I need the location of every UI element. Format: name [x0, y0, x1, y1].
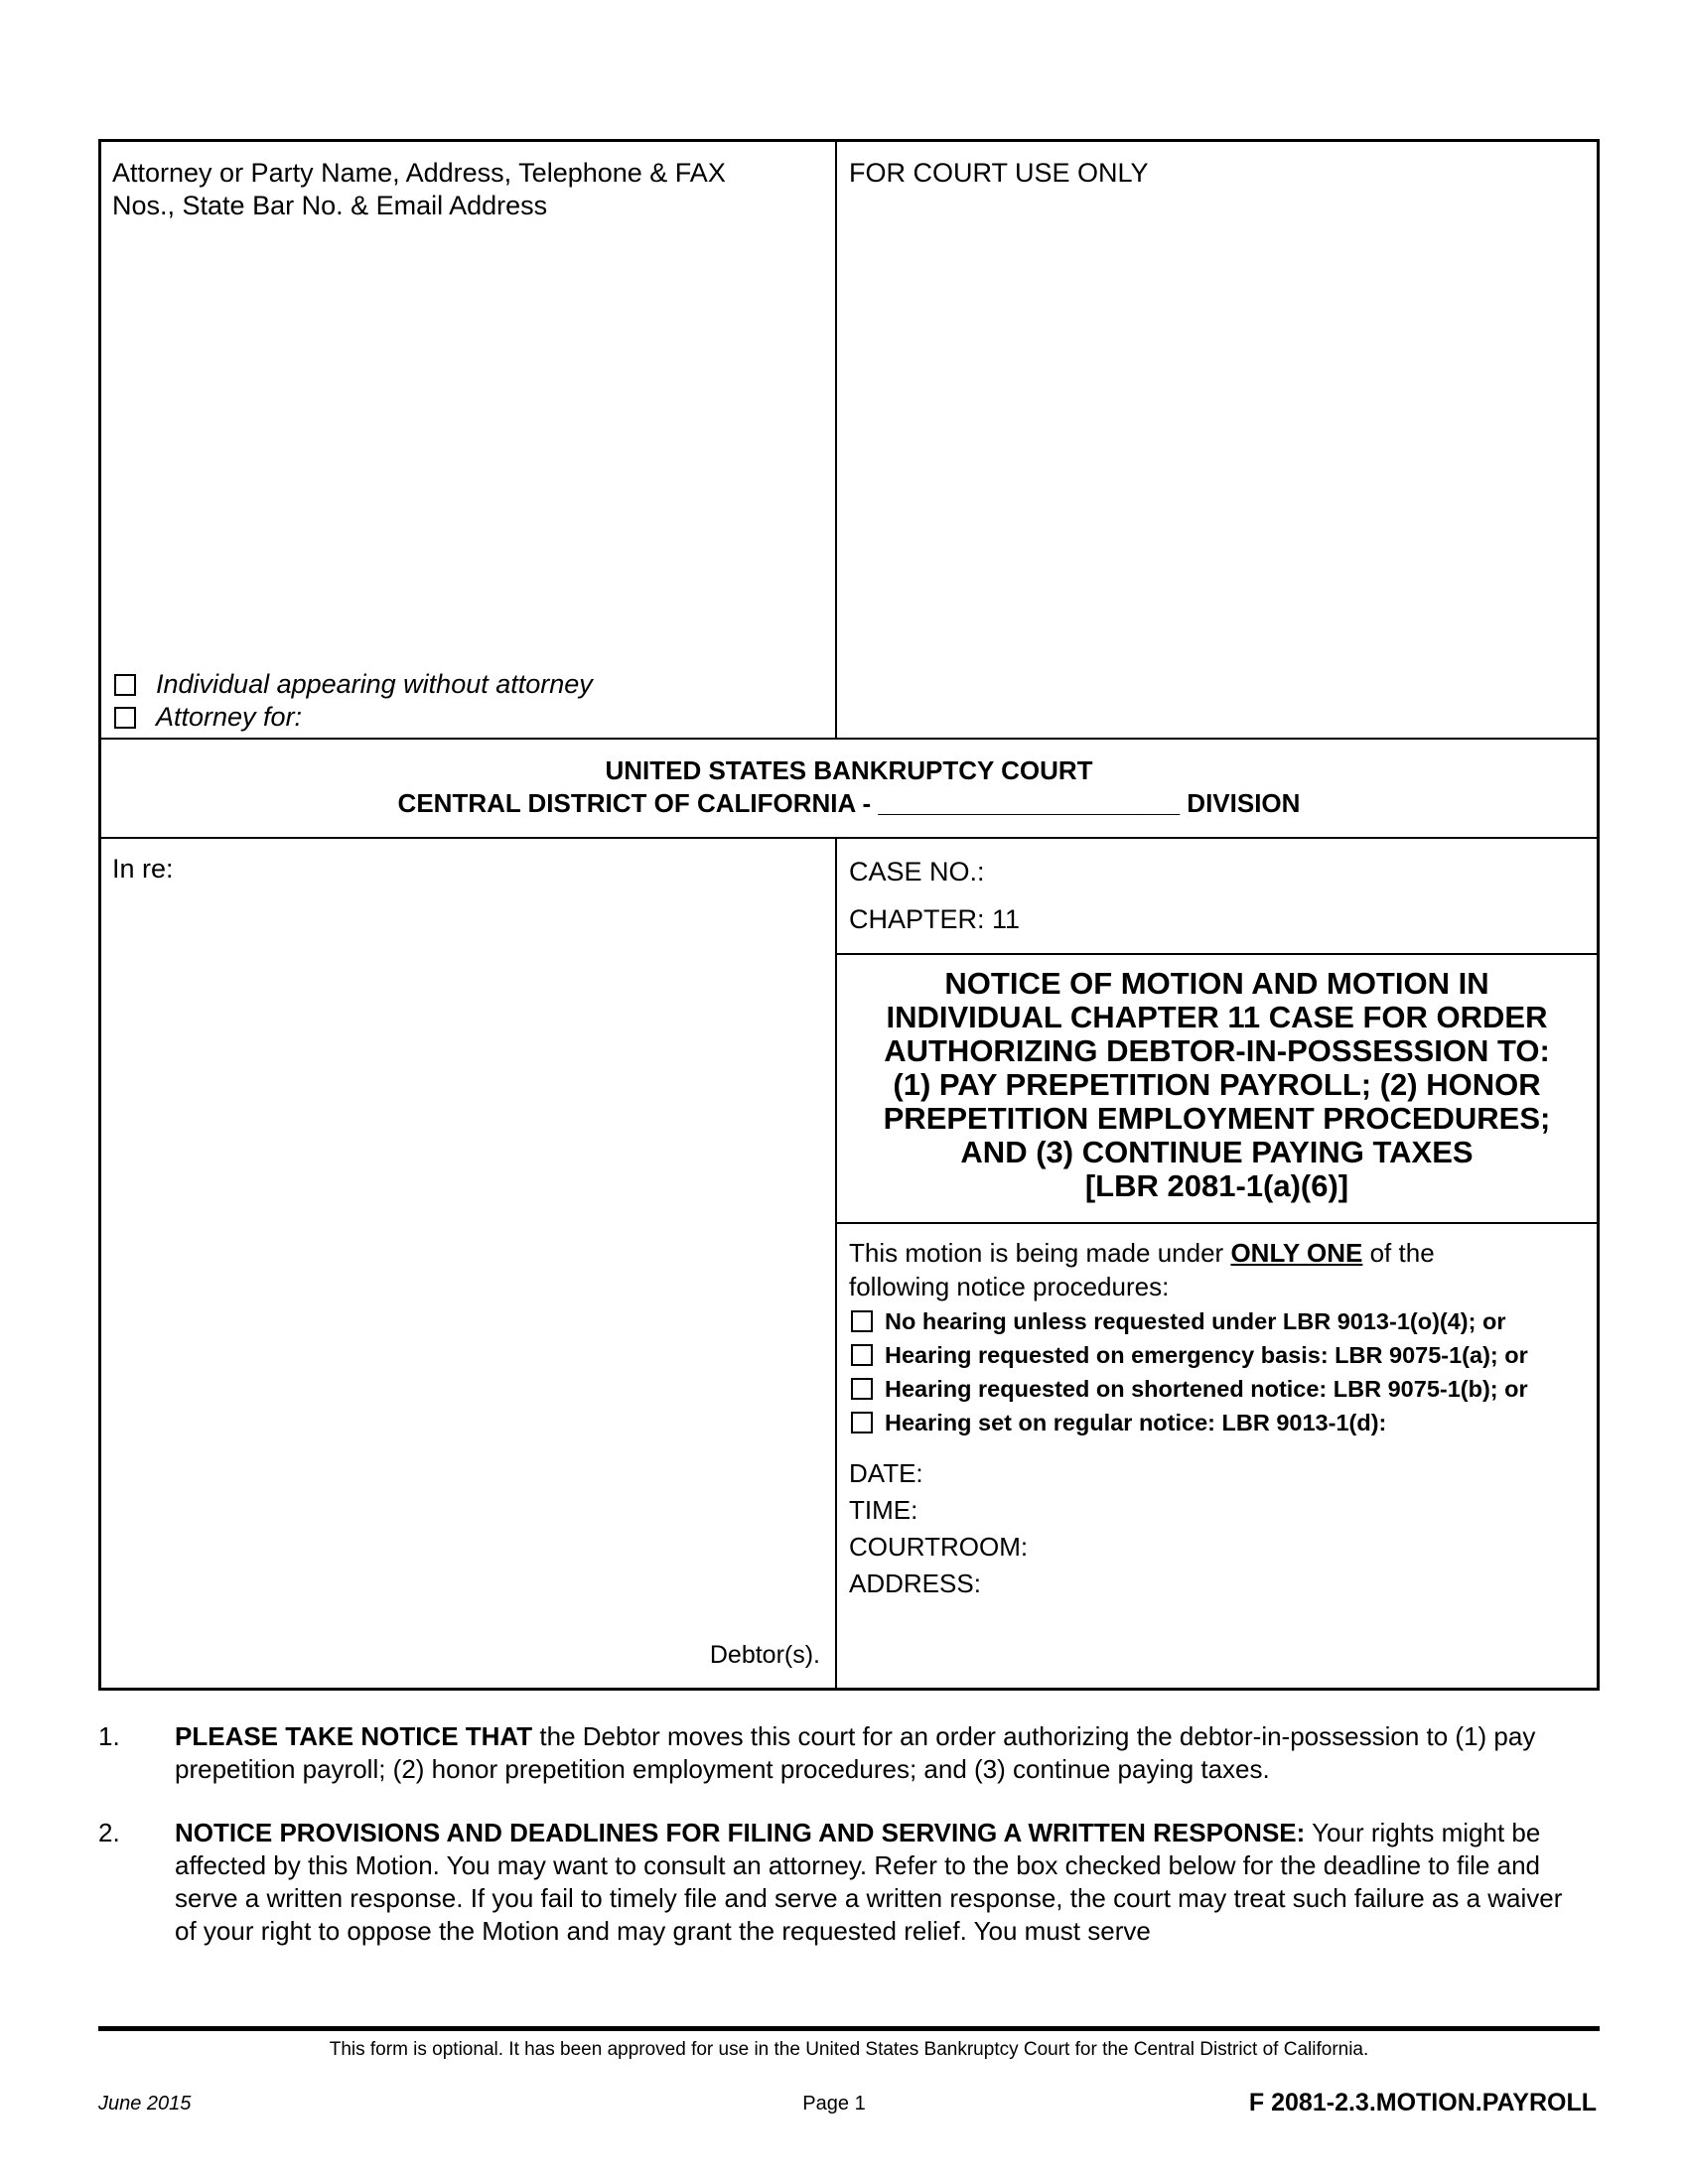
- paragraph-1-number: 1.: [98, 1721, 120, 1751]
- attorney-label: Attorney or Party Name, Address, Telephone & FAX Nos., State Bar No. & Email Address: [112, 158, 726, 220]
- hearing-details: [849, 1455, 1028, 1602]
- hearing-address: ADDRESS:: [849, 1569, 981, 1598]
- attorney-for-checkbox[interactable]: [114, 707, 136, 729]
- footer-date: June 2015: [98, 2093, 192, 2115]
- hearing-time: TIME:: [849, 1495, 918, 1525]
- hearing-courtroom: COURTROOM:: [849, 1532, 1029, 1562]
- divider-chapter-bottom: [835, 953, 1600, 955]
- chapter-label: CHAPTER: 11: [849, 904, 1021, 934]
- paragraph-1: PLEASE TAKE NOTICE THAT the Debtor moves this court for an order authorizing the debtor-in-possession to (1) pay prepetition payroll; (2) honor prepetition employment procedures; and (3) continue paying taxes.: [175, 1721, 1536, 1784]
- divider-court-top: [98, 738, 1600, 740]
- court-name: UNITED STATES BANKRUPTCY COURT CENTRAL DISTRICT OF CALIFORNIA - _____________________ DIVISION: [397, 755, 1301, 818]
- hearing-date: DATE:: [849, 1458, 923, 1488]
- paragraph-2: NOTICE PROVISIONS AND DEADLINES FOR FILING AND SERVING A WRITTEN RESPONSE: Your rights might be affected by this Motion. You may want to consult an attorney. Refer to the box checked below for the deadline to file and serve a written response. If you fail to timely file and serve a written response, the court may treat such failure as a waiver of your right to oppose the Motion and may grant the requested relief. You must serve: [175, 1818, 1563, 1946]
- division-blank[interactable]: _____________________: [878, 788, 1181, 818]
- in-re-label: In re:: [112, 854, 174, 884]
- divider-title-bottom: [835, 1222, 1600, 1224]
- table-border-top: [98, 139, 1600, 142]
- divider-upper-vertical: [835, 139, 837, 740]
- checkbox-individual-row: Individual appearing without attorney: [114, 668, 593, 701]
- notice-options: [851, 1304, 1528, 1439]
- option-checkbox[interactable]: [851, 1310, 873, 1332]
- option-regular: Hearing set on regular notice: LBR 9013-1(d):: [851, 1406, 1528, 1439]
- option-checkbox[interactable]: [851, 1378, 873, 1400]
- footer-rule: [98, 2026, 1600, 2031]
- option-no-hearing: No hearing unless requested under LBR 9013-1(o)(4); or: [851, 1304, 1528, 1338]
- option-checkbox[interactable]: [851, 1412, 873, 1433]
- table-border-left: [98, 139, 101, 1691]
- option-shortened: Hearing requested on shortened notice: LBR 9075-1(b); or: [851, 1372, 1528, 1406]
- footer-page: Page 1: [802, 2093, 866, 2115]
- notice-intro: This motion is being made under ONLY ONE of the following notice procedures:: [849, 1238, 1435, 1301]
- court-use-label: FOR COURT USE ONLY: [849, 158, 1149, 188]
- individual-checkbox[interactable]: [114, 674, 136, 696]
- divider-lower-vertical: [835, 837, 837, 1690]
- paragraph-2-number: 2.: [98, 1818, 120, 1847]
- table-border-bottom: [98, 1688, 1600, 1691]
- option-emergency: Hearing requested on emergency basis: LBR 9075-1(a); or: [851, 1338, 1528, 1372]
- footer-note: This form is optional. It has been approved for use in the United States Bankruptcy Court for the Central District of California.: [329, 2039, 1369, 2060]
- footer-form-id: F 2081-2.3.MOTION.PAYROLL: [1248, 2089, 1597, 2116]
- motion-title: NOTICE OF MOTION AND MOTION IN INDIVIDUAL CHAPTER 11 CASE FOR ORDER AUTHORIZING DEBTOR-IN-POSSESSION TO: (1) PAY PREPETITION PAYROLL; (2) HONOR PREPETITION EMPLOYMENT PROCEDURES; AND (3) CONTINUE PAYING TAXES [LBR 2081-1(a)(6)]: [883, 966, 1551, 1203]
- case-number-label: CASE NO.:: [849, 857, 985, 887]
- divider-court-bottom: [98, 837, 1600, 839]
- table-border-right: [1597, 139, 1600, 1691]
- checkbox-attorney-for-row: Attorney for:: [114, 701, 302, 734]
- option-checkbox[interactable]: [851, 1344, 873, 1366]
- debtors-label: Debtor(s).: [709, 1641, 820, 1669]
